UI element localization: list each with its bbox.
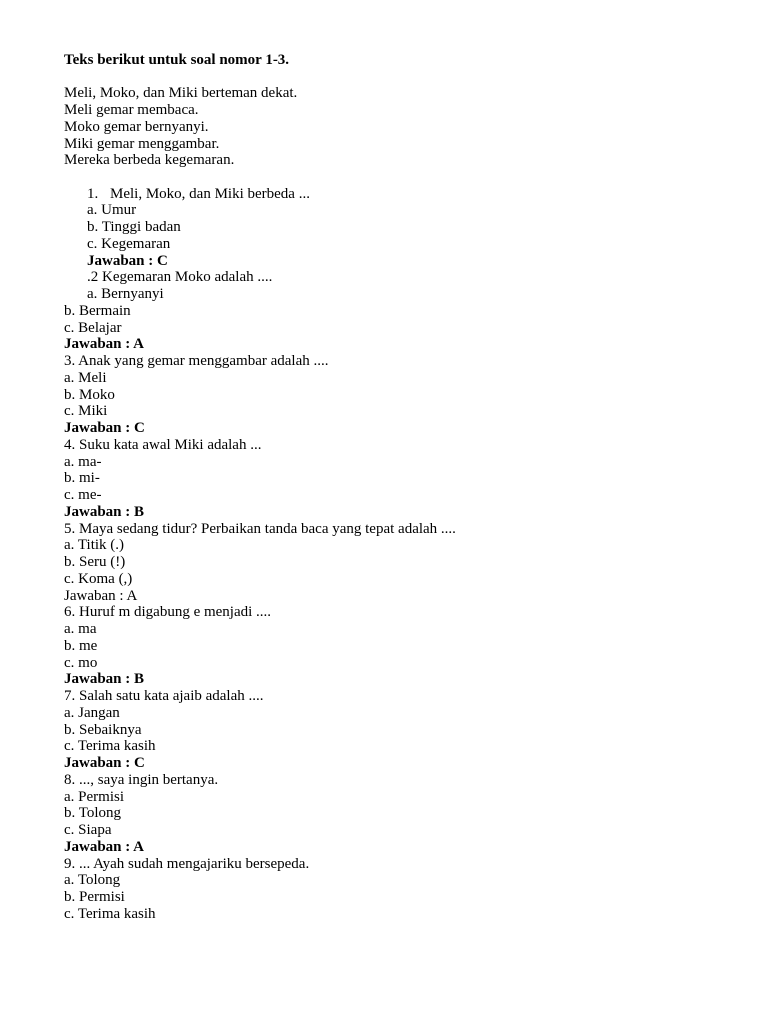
question-text: 5. Maya sedang tidur? Perbaikan tanda baca yang tepat adalah .... [64,520,456,537]
answer-option: a. Umur [87,202,137,219]
answer-option: a. Jangan [64,704,120,721]
answer-key: Jawaban : C [64,755,145,771]
passage-line: Mereka berbeda kegemaran. [64,152,235,169]
spacer [64,69,724,86]
answer-option: a. Bernyanyi [87,286,164,302]
question-2 [64,269,724,353]
answer-key: Jawaban : C [87,252,168,269]
answer-key: Jawaban : A [64,838,145,855]
answer-key: Jawaban : B [64,671,145,688]
answer-option: c. Belajar [64,319,122,336]
question-stem: Meli, Moko, dan Miki berbeda ... [110,185,310,202]
passage-line: Moko gemar bernyanyi. [64,118,209,135]
question-4 [64,437,724,521]
question-1 [64,186,724,270]
question-text [64,186,724,203]
question-text: 8. ..., saya ingin bertanya. [64,771,219,788]
answer-option: b. Permisi [64,889,125,905]
answer-option: b. Bermain [64,302,131,319]
answer-key: Jawaban : A [64,336,145,353]
answer-option: c. Kegemaran [87,235,171,252]
spacer [64,169,724,186]
answer-option: c. Miki [64,403,108,420]
question-number: 1. [87,185,99,202]
answer-option: a. Permisi [64,788,124,805]
answer-option: a. Meli [64,369,107,386]
reading-passage [64,85,724,169]
question-6 [64,604,724,688]
answer-key: Jawaban : C [64,420,145,436]
question-8 [64,772,724,856]
question-text: 3. Anak yang gemar menggambar adalah .... [64,353,329,369]
answer-option: b. Moko [64,386,115,403]
question-3 [64,353,724,437]
question-text: 6. Huruf m digabung e menjadi .... [64,604,272,621]
question-text: .2 Kegemaran Moko adalah .... [87,269,273,286]
answer-option: b. me [64,637,98,654]
question-9 [64,856,724,923]
question-5 [64,521,724,605]
question-text: 9. ... Ayah sudah mengajariku bersepeda. [64,855,310,872]
answer-option: b. Seru (!) [64,554,126,570]
answer-option: c. Terima kasih [64,905,156,922]
answer-option: c. mo [64,654,98,671]
question-text: 7. Salah satu kata ajaib adalah .... [64,688,264,704]
document-page [64,52,724,923]
answer-key: Jawaban : B [64,503,145,520]
answer-option: c. Koma (,) [64,570,133,587]
answer-option: c. Siapa [64,822,112,838]
answer-option: c. Terima kasih [64,738,156,755]
question-text: 4. Suku kata awal Miki adalah ... [64,436,262,453]
answer-option: a. Titik (.) [64,537,125,554]
answer-option: b. Tolong [64,805,122,822]
section-heading: Teks berikut untuk soal nomor 1-3. [64,52,290,68]
answer-option: a. Tolong [64,872,121,889]
answer-option: b. Tinggi badan [87,219,181,235]
question-7 [64,688,724,772]
passage-line: Meli gemar membaca. [64,102,199,118]
answer-key: Jawaban : A [64,587,138,604]
answer-option: a. ma [64,621,97,637]
passage-line: Meli, Moko, dan Miki berteman dekat. [64,85,298,102]
answer-option: b. mi- [64,470,100,487]
answer-option: c. me- [64,487,102,503]
answer-option: a. ma- [64,453,102,470]
answer-option: b. Sebaiknya [64,721,142,738]
passage-line: Miki gemar menggambar. [64,135,220,152]
